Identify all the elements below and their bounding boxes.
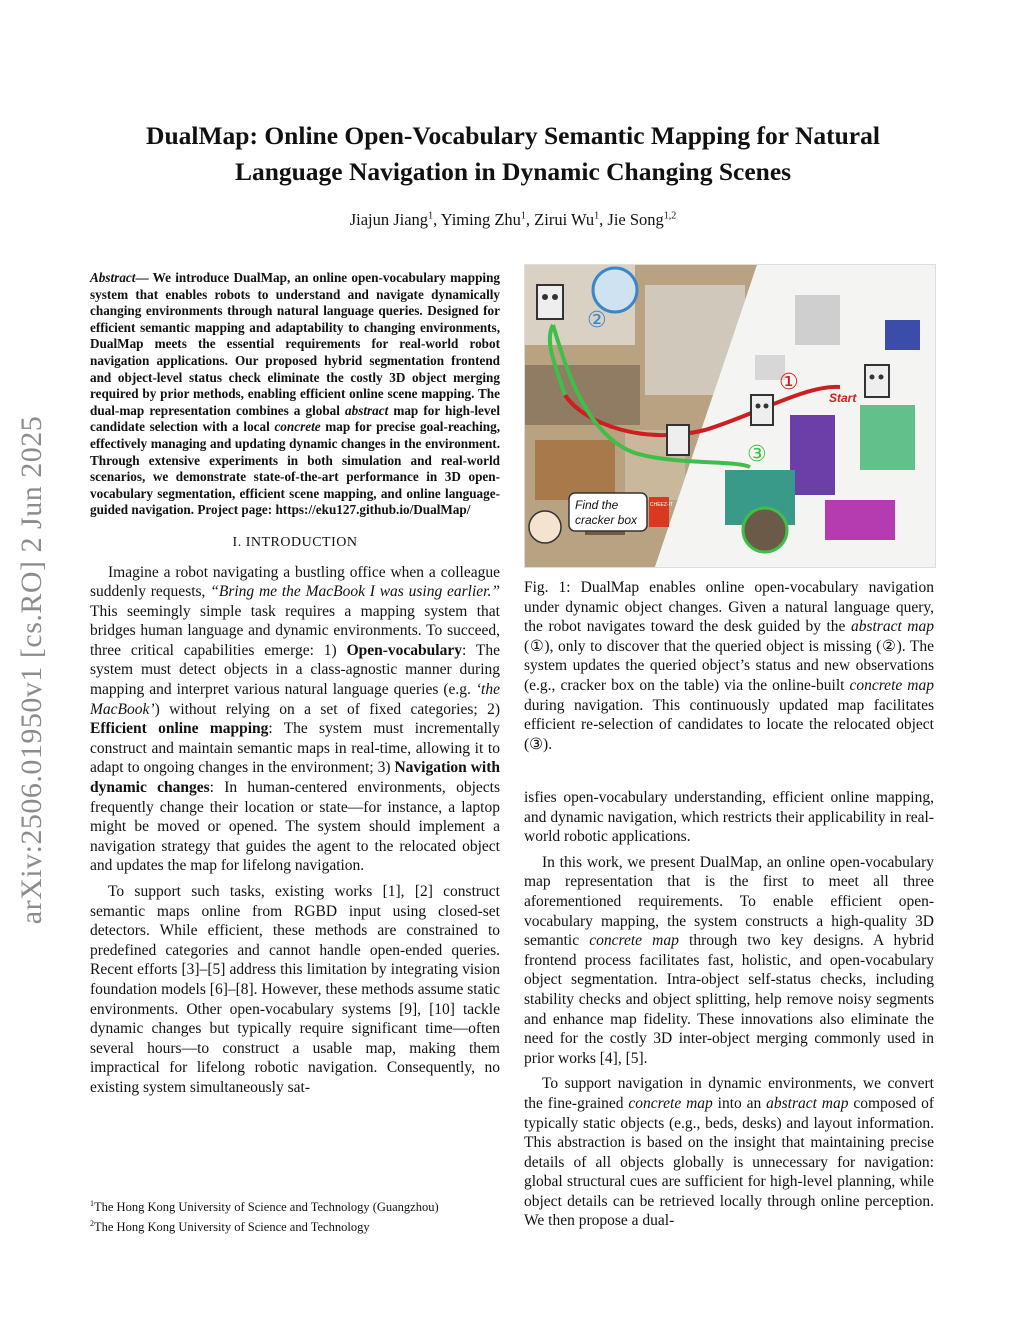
footnote: $^2$The Hong Kong University of Science and Technology <box>90 1218 370 1234</box>
missing-object-circle <box>593 268 637 312</box>
author-affiliation: 1 <box>428 210 434 222</box>
arxiv-side-stamp: arXiv:2506.01950v1 [cs.RO] 2 Jun 2025 <box>15 415 48 925</box>
right-column-text <box>524 788 934 1237</box>
pointcloud-object <box>795 295 840 345</box>
figure-caption: Fig. 1: DualMap enables online open-vocabulary navigation under dynamic object changes. Given a natural language query, the robot navigates toward the desk guided by the abstract map (①), only to discover that the queried object is missing (②). The system updates the queried object’s status and new observations (e.g., cracker box on the table) via the online-built concrete map during navigation. This continuously updated map facilitates efficient re-selection of candidates to locate the relocated object (③). <box>524 579 934 753</box>
pointcloud-object <box>885 320 920 350</box>
author-name: Yiming Zhu <box>440 210 521 229</box>
author-name: Jie Song <box>607 210 664 229</box>
pointcloud-object <box>790 415 835 495</box>
right-paragraph-2: To support navigation in dynamic environments, we convert the fine-grained concrete map into an abstract map composed of typically static objects (e.g., beds, desks) and layout information. This abstraction is based on the insight that maintaining precise details of all objects globally is unnecessary for navigation: global structural cues are sufficient for high-level planning, while object details can be retrieved locally through online perception. We then propose a dual- <box>524 1075 934 1230</box>
robot-icon <box>537 285 563 319</box>
abstract-label: Abstract <box>90 270 136 285</box>
author-affiliation: 1 <box>594 210 600 222</box>
pointcloud-bed <box>860 405 915 470</box>
intro-paragraph-2: To support such tasks, existing works [1], [2] construct semantic maps online from RGBD input using closed-set detectors. While efficient, these methods are constrained to predefined categories and cannot handle open-ended queries. Recent efforts [3]–[5] address this limitation by integrating vision foundation models [6]–[8]. However, these methods assume static environments. Other open-vocabulary systems [9], [10] tackle dynamic changes but typically require significant time—often several hours—to construct a usable map, making them impractical for lifelong robotic navigation. Consequently, no existing system simultaneously sat- <box>90 883 500 1096</box>
person-icon <box>529 511 561 543</box>
marker-3: ③ <box>747 442 767 467</box>
svg-text:cracker box: cracker box <box>575 513 638 527</box>
figure-1 <box>524 264 936 568</box>
paper-title: DualMap: Online Open-Vocabulary Semantic Mapping for Natural Language Navigation in Dynamic Changing Scenes <box>146 121 880 186</box>
robot-icon <box>667 425 689 455</box>
footnotes <box>90 1196 510 1235</box>
robot-icon <box>865 365 889 397</box>
found-object-circle <box>743 508 787 552</box>
svg-text:CHEEZ-IT: CHEEZ-IT <box>650 502 674 508</box>
figure-illustration <box>525 265 935 567</box>
left-column <box>90 270 500 1104</box>
right-paragraph-1: In this work, we present DualMap, an online open-vocabulary map representation that is the first to meet all three aforementioned requirements. To enable efficient open-vocabulary mapping, the system constructs a high-quality 3D semantic concrete map through two key designs. A hybrid frontend process facilitates fast, holistic, and open-vocabulary object segmentation. Intra-object self-status checks, including stability checks and object splitting, help remove noisy segments and enhance map fidelity. These innovations also eliminate the need for the costly 3D inter-object merging commonly used in prior works [4], [5]. <box>524 853 934 1067</box>
room-corridor <box>525 365 640 425</box>
marker-2: ② <box>587 308 607 333</box>
right-paragraph-0: isfies open-vocabulary understanding, efficient online mapping, and dynamic navigation, which restricts their applicability in real-world robotic applications. <box>524 789 934 846</box>
svg-text:Find the: Find the <box>575 498 619 512</box>
start-label: Start <box>829 391 857 405</box>
author-name: Jiajun Jiang <box>349 210 429 229</box>
robot-icon <box>751 395 773 425</box>
table-furniture <box>535 440 615 500</box>
author-name: Zirui Wu <box>534 210 595 229</box>
author-affiliation: 1 <box>520 210 526 222</box>
pointcloud-object <box>825 500 895 540</box>
author-affiliation: 1,2 <box>663 210 677 222</box>
author-list: Jiajun Jiang$^1$, Yiming Zhu$^1$, Zirui Wu$^1$, Jie Song$^{1,2}$ <box>349 210 677 229</box>
section-heading: I. INTRODUCTION <box>232 534 358 550</box>
footnote: $^1$The Hong Kong University of Science and Technology (Guangzhou) <box>90 1199 439 1215</box>
marker-1: ① <box>779 370 799 395</box>
intro-paragraph-1: Imagine a robot navigating a bustling office when a colleague suddenly requests, “Bring me the MacBook I was using earlier.” This seemingly simple task requires a mapping system that bridges human language and dynamic environments. To succeed, three critical capabilities emerge: 1) Open-vocabulary: The system must detect objects in a class-agnostic manner during mapping and interpret various natural language queries (e.g. ‘the MacBook’) without relying on a set of fixed categories; 2) Efficient online mapping: The system must incrementally construct and maintain semantic maps in real-time, allowing it to adapt to ongoing changes in the environment; 3) Navigation with dynamic changes: In human-centered environments, objects frequently change their location or state—for instance, a laptop might be moved or opened. The system should implement a navigation strategy that guides the agent to the relocated object and updates the map for lifelong navigation. <box>90 563 500 875</box>
abstract: Abstract— We introduce DualMap, an online open-vocabulary mapping system that enables robots to understand and navigate dynamically changing environments through natural language queries. Designed for efficient semantic mapping and adaptability to changing environments, DualMap meets the essential requirements for real-world robot navigation applications. Our proposed hybrid segmentation frontend and object-level status check eliminate the costly 3D object merging required by prior methods, enabling efficient online scene mapping. The dual-map representation combines a global abstract map for high-level candidate selection with a local concrete map for precise goal-reaching, effectively managing and updating dynamic changes in the environment. Through extensive experiments in both simulation and real-world scenarios, we demonstrate state-of-the-art performance in 3D open-vocabulary segmentation, efficient scene mapping, and online language-guided navigation. Project page: https://eku127.github.io/DualMap/ <box>90 270 501 518</box>
